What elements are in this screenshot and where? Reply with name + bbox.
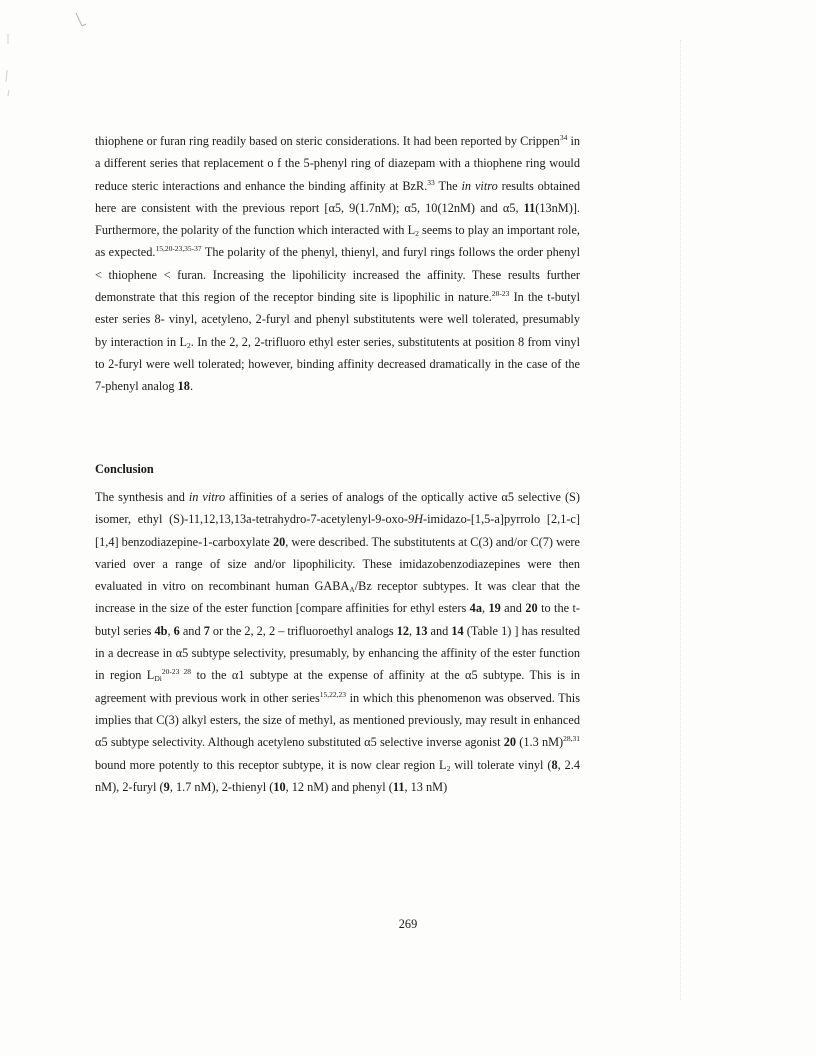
scan-artifact-mark — [60, 8, 90, 38]
scan-artifact-mark — [0, 30, 14, 110]
scan-edge-line — [680, 40, 682, 1000]
section-heading: Conclusion — [95, 462, 154, 476]
body-paragraph: thiophene or furan ring readily based on steric considerations. It had been reported by Crippen$^{34}$ in a different series that replacement o f the 5-phenyl ring of diazepam with a thiophene ring would reduce steric interactions and enhance the binding affinity at BzR.$^{33}$ The in vitro results obtained here are consistent with the previous report [α5, 9(1.7nM); α5, 10(12nM) and α5, 11(13nM)]. Furthermore, the polarity of the function which interacted with $L_2$ seems to play an important role, as expected.$^{15,20-23,35-37}$ The polarity of the phenyl, thienyl, and furyl rings follows the order phenyl < thiophene < furan. Increasing the lipohilicity increased the affinity. These results further demonstrate that this region of the receptor binding site is lipophilic in nature.$^{20-23}$ In the t-butyl ester series 8- vinyl, acetyleno, 2-furyl and phenyl substitutents were well tolerated, presumably by interaction in $L_2$. In the 2, 2, 2-trifluoro ethyl ester series, substitutents at position 8 from vinyl to 2-furyl were well tolerated; however, binding affinity decreased dramatically in the case of the 7-phenyl analog 18. — [95, 133, 581, 394]
conclusion-paragraph: The synthesis and in vitro affinities of a series of analogs of the optically active α5 selective (S) isomer, ethyl (S)-11,12,13,13a-tetrahydro-7-acetylenyl-9-oxo-9H-imidazo-[1,5-a]pyrrolo [2,1-c][1,4] benzodiazepine-1-carboxylate 20, were described. The substitutents at C(3) and/or C(7) were varied over a range of size and/or lipophilicity. These imidazobenzodiazepines were then evaluated in vitro on recombinant human $GABA_A/Bz$ receptor subtypes. It was clear that the increase in the size of the ester function [compare affinities for ethyl esters 4a, 19 and 20 to the t-butyl series 4b, 6 and 7 or the 2, 2, 2 – trifluoroethyl analogs 12, 13 and 14 (Table 1) ] has resulted in a decrease in α5 subtype selectivity, presumably, by enhancing the affinity of the ester function in region $L_{Di}^{20-23 28}$ to the α1 subtype at the expense of affinity at the α5 subtype. This is in agreement with previous work in other series$^{15,22,23}$ in which this phenomenon was observed. This implies that C(3) alkyl esters, the size of methyl, as mentioned previously, may result in enhanced α5 subtype selectivity. Although acetyleno substituted α5 selective inverse agonist 20 (1.3 nM)$^{28,31}$ bound more potently to this receptor subtype, it is now clear region $L_2$ will tolerate vinyl (8, 2.4 nM), 2-furyl (9, 1.7 nM), 2-thienyl (10, 12 nM) and phenyl (11, 13 nM) — [95, 490, 581, 794]
page-number: 269 — [398, 917, 418, 931]
